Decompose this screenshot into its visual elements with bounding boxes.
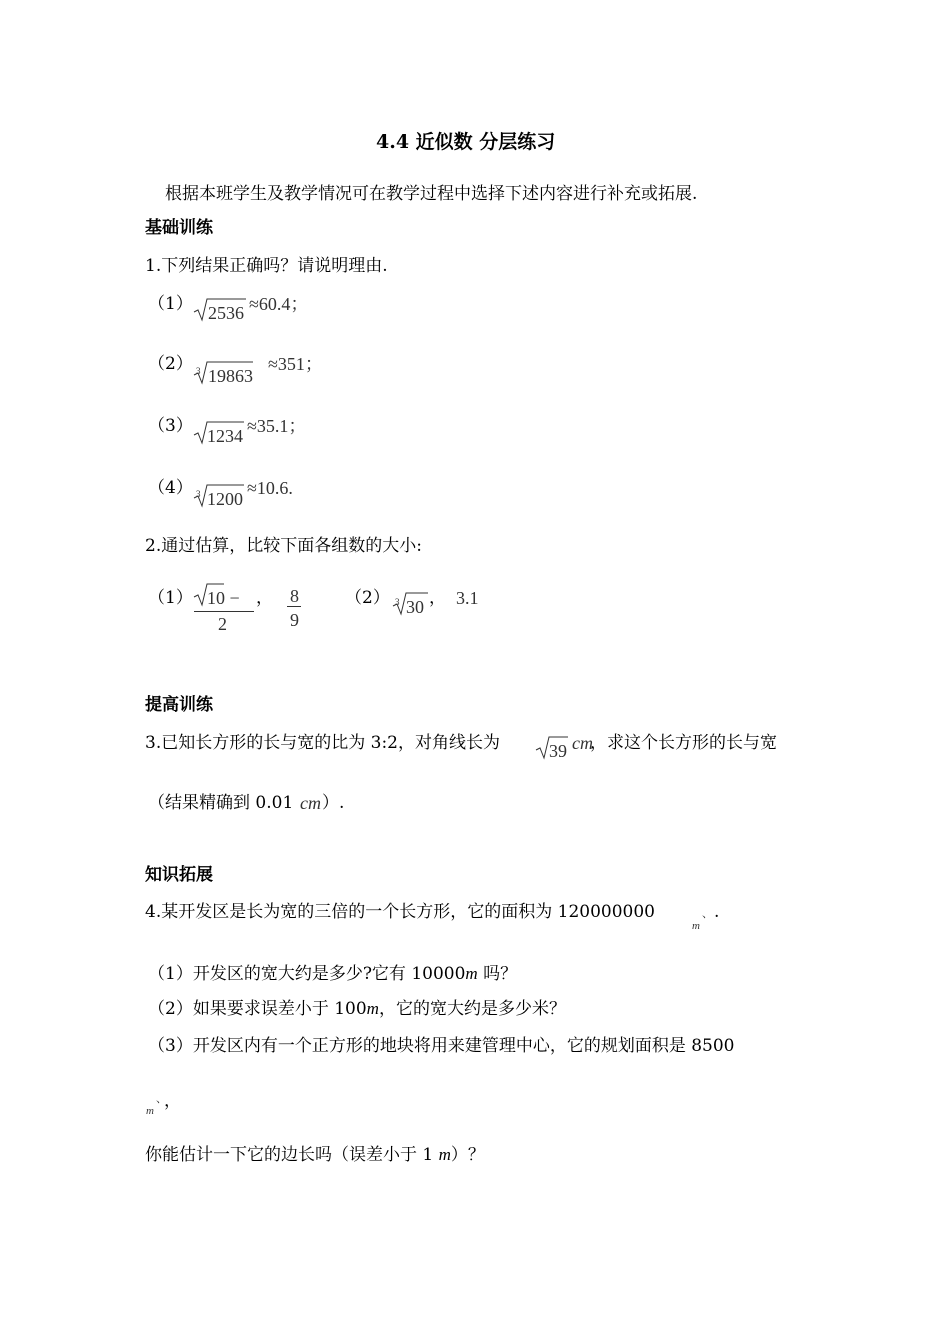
q3-stem-before: 3.已知长方形的长与宽的比为 3:2，对角线长为 xyxy=(145,733,500,753)
q4-sub2-before: （2）如果要求误差小于 100 xyxy=(148,999,367,1019)
q2-part2-value: 3.1 xyxy=(456,588,479,608)
q3-line2-before: （结果精确到 0.01 xyxy=(148,793,294,813)
q4-sub2-after: ，它的宽大约是多少米？ xyxy=(378,999,566,1019)
q2-part1-numerator: 10 − xyxy=(207,588,240,608)
q2-part1-frac-denominator: 9 xyxy=(290,610,299,630)
q2-part1-label: （1） xyxy=(148,588,193,608)
q2-part2-index: 3 xyxy=(395,597,400,607)
q4-sub3: （3）开发区内有一个正方形的地块将用来建管理中心，它的规划面积是 8500 xyxy=(148,1036,735,1056)
q4-stem: 4.某开发区是长为宽的三倍的一个长方形，它的面积为 120000000 xyxy=(145,902,655,922)
q1-item-result: ≈10.6. xyxy=(247,478,293,498)
q4-sub1-before: （1）开发区的宽大约是多少?它有 10000 xyxy=(148,964,466,984)
q2-part1-denominator: 2 xyxy=(218,614,227,634)
q4-sub3-comma: ， xyxy=(164,1091,181,1111)
q4-sub3-unit: m xyxy=(146,1105,154,1117)
fraction-bar xyxy=(287,606,301,607)
q1-stem: 1.下列结果正确吗？请说明理由. xyxy=(145,256,388,276)
q4-sub1-after: 吗？ xyxy=(477,964,518,984)
q1-item-index: 3 xyxy=(196,366,201,376)
q4-sub2-unit: m xyxy=(366,999,379,1018)
q1-item-result: ≈351； xyxy=(268,354,323,374)
q2-part1-comma: ， xyxy=(256,588,273,608)
q1-item-index: 3 xyxy=(196,489,201,499)
intro-text: 根据本班学生及教学情况可在教学过程中选择下述内容进行补充或拓展. xyxy=(165,184,698,204)
q1-item-result: ≈35.1； xyxy=(247,416,307,436)
q2-part2-label: （2） xyxy=(345,588,390,608)
q3-line2-unit: cm xyxy=(300,793,321,813)
q2-part2-radicand: 30 xyxy=(406,597,424,617)
q3-radicand: 39 xyxy=(549,741,567,761)
q1-item-radicand: 19863 xyxy=(208,366,253,386)
q3-stem-after: ，求这个长方形的长与宽 xyxy=(590,733,777,753)
q1-item-label: （3） xyxy=(148,416,193,436)
page-title: 4.4 近似数 分层练习 xyxy=(376,131,556,153)
q4-sub3-last-after: ）？ xyxy=(450,1145,485,1165)
q1-item-radicand: 2536 xyxy=(208,303,244,323)
q4-sub3-last xyxy=(145,1146,485,1164)
q4-sub3-last-before: 你能估计一下它的边长吗（误差小于 1 xyxy=(145,1145,439,1165)
q1-item-radicand: 1234 xyxy=(207,426,243,446)
q3-unit: cm xyxy=(572,733,593,753)
q1-item-label: （1） xyxy=(148,294,193,314)
q1-item-label: （4） xyxy=(148,478,193,498)
q4-sub1 xyxy=(148,965,517,983)
q1-item-label: （2） xyxy=(148,354,193,374)
q1-item-radicand: 1200 xyxy=(207,489,243,509)
q2-part2-comma: ， xyxy=(429,588,446,608)
q2-stem: 2.通过估算，比较下面各组数的大小: xyxy=(145,536,422,556)
q2-part1-frac-numerator: 8 xyxy=(290,586,299,606)
q4-stem-sup: 、 xyxy=(702,907,713,920)
q3-line2-after: ）. xyxy=(322,793,345,813)
q4-stem-unit: m xyxy=(692,920,700,932)
q1-item-result: ≈60.4； xyxy=(249,294,309,314)
q4-sub3-sup: 、 xyxy=(156,1092,167,1105)
q4-sub2 xyxy=(148,1000,566,1018)
section-advanced-heading: 提高训练 xyxy=(145,695,213,715)
q4-stem-end: . xyxy=(714,902,720,922)
section-basic-heading: 基础训练 xyxy=(145,218,213,238)
section-extension-heading: 知识拓展 xyxy=(145,865,213,885)
q4-sub3-last-unit: m xyxy=(438,1145,451,1164)
fraction-bar xyxy=(194,611,254,612)
q4-sub1-unit: m xyxy=(465,964,478,983)
